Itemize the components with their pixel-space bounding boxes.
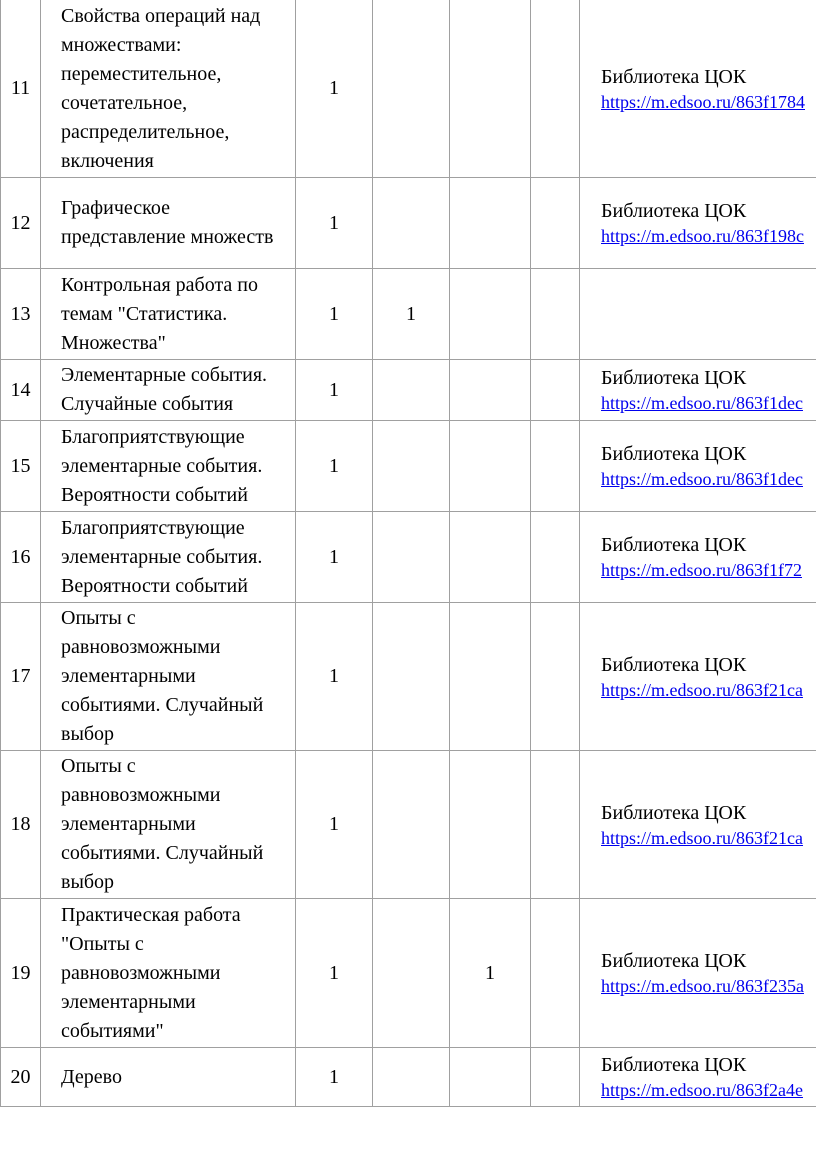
resource-label: Библиотека ЦОК — [601, 801, 747, 824]
lesson-topic: Контрольная работа по темам "Статистика. Множества" — [41, 269, 296, 360]
resource-cell — [580, 512, 816, 603]
resource-cell — [580, 178, 816, 269]
control-work-hours — [373, 899, 450, 1048]
table-row — [1, 751, 816, 899]
lesson-topic: Практическая работа "Опыты с равновозможными элементарными событиями" — [41, 899, 296, 1048]
hours-total: 1 — [296, 269, 373, 360]
practical-work-hours — [450, 421, 531, 512]
resource-link[interactable]: https://m.edsoo.ru/863f198c — [601, 226, 804, 246]
resource-link[interactable]: https://m.edsoo.ru/863f235a — [601, 976, 804, 996]
resource-cell — [580, 1048, 816, 1107]
resource-link[interactable]: https://m.edsoo.ru/863f1dec — [601, 393, 803, 413]
control-work-hours — [373, 0, 450, 178]
practical-work-hours — [450, 360, 531, 421]
practical-work-hours: 1 — [450, 899, 531, 1048]
practical-work-hours — [450, 269, 531, 360]
control-work-hours — [373, 1048, 450, 1107]
row-number: 15 — [1, 421, 41, 512]
control-work-hours — [373, 360, 450, 421]
hours-total: 1 — [296, 178, 373, 269]
resource-label: Библиотека ЦОК — [601, 443, 747, 465]
practical-work-hours — [450, 1048, 531, 1107]
practical-work-hours — [450, 603, 531, 751]
row-number: 11 — [1, 0, 41, 178]
practical-work-hours — [450, 512, 531, 603]
table-row — [1, 0, 816, 178]
lesson-topic: Благоприятствующие элементарные события. Вероятности событий — [41, 421, 296, 512]
resource-label: Библиотека ЦОК — [601, 367, 747, 389]
lesson-topic: Свойства операций над множествами: переместительное, сочетательное, распределительное, включения — [41, 0, 296, 178]
resource-cell — [580, 603, 816, 751]
date-cell — [531, 1048, 580, 1107]
hours-total: 1 — [296, 360, 373, 421]
date-cell — [531, 899, 580, 1048]
row-number: 14 — [1, 360, 41, 421]
date-cell — [531, 421, 580, 512]
hours-total: 1 — [296, 512, 373, 603]
resource-cell — [580, 899, 816, 1048]
table-row — [1, 269, 816, 360]
control-work-hours: 1 — [373, 269, 450, 360]
table-row — [1, 360, 816, 421]
resource-label: Библиотека ЦОК — [601, 1054, 747, 1076]
hours-total: 1 — [296, 751, 373, 899]
table-row — [1, 178, 816, 269]
date-cell — [531, 512, 580, 603]
resource-link[interactable]: https://m.edsoo.ru/863f1784 — [601, 91, 805, 112]
table-row — [1, 512, 816, 603]
resource-link[interactable]: https://m.edsoo.ru/863f2a4e — [601, 1080, 803, 1100]
control-work-hours — [373, 603, 450, 751]
resource-cell — [580, 751, 816, 899]
practical-work-hours — [450, 0, 531, 178]
practical-work-hours — [450, 751, 531, 899]
practical-work-hours — [450, 178, 531, 269]
row-number: 12 — [1, 178, 41, 269]
hours-total: 1 — [296, 603, 373, 751]
resource-link[interactable]: https://m.edsoo.ru/863f21ca — [601, 679, 803, 700]
hours-total: 1 — [296, 421, 373, 512]
control-work-hours — [373, 512, 450, 603]
resource-label: Библиотека ЦОК — [601, 653, 747, 676]
lesson-topic: Графическое представление множеств — [41, 178, 296, 269]
resource-label: Библиотека ЦОК — [601, 200, 747, 222]
table-row — [1, 1048, 816, 1107]
resource-label: Библиотека ЦОК — [601, 534, 747, 556]
resource-cell — [580, 269, 816, 360]
resource-cell — [580, 360, 816, 421]
control-work-hours — [373, 421, 450, 512]
lesson-topic: Опыты с равновозможными элементарными событиями. Случайный выбор — [41, 751, 296, 899]
hours-total: 1 — [296, 899, 373, 1048]
hours-total: 1 — [296, 0, 373, 178]
control-work-hours — [373, 751, 450, 899]
date-cell — [531, 178, 580, 269]
row-number: 13 — [1, 269, 41, 360]
resource-link[interactable]: https://m.edsoo.ru/863f1dec — [601, 469, 803, 489]
control-work-hours — [373, 178, 450, 269]
date-cell — [531, 360, 580, 421]
lesson-topic: Опыты с равновозможными элементарными событиями. Случайный выбор — [41, 603, 296, 751]
row-number: 18 — [1, 751, 41, 899]
hours-total: 1 — [296, 1048, 373, 1107]
row-number: 20 — [1, 1048, 41, 1107]
row-number: 16 — [1, 512, 41, 603]
resource-label: Библиотека ЦОК — [601, 950, 747, 972]
table-row — [1, 603, 816, 751]
lesson-topic: Дерево — [41, 1048, 296, 1107]
date-cell — [531, 603, 580, 751]
row-number: 17 — [1, 603, 41, 751]
date-cell — [531, 751, 580, 899]
row-number: 19 — [1, 899, 41, 1048]
lesson-topic: Элементарные события. Случайные события — [41, 360, 296, 421]
table-row — [1, 899, 816, 1048]
resource-link[interactable]: https://m.edsoo.ru/863f1f72 — [601, 560, 802, 580]
resource-link[interactable]: https://m.edsoo.ru/863f21ca — [601, 827, 803, 848]
table-row — [1, 421, 816, 512]
date-cell — [531, 0, 580, 178]
date-cell — [531, 269, 580, 360]
resource-cell — [580, 421, 816, 512]
resource-cell — [580, 0, 816, 178]
resource-label: Библиотека ЦОК — [601, 65, 747, 88]
lesson-topic: Благоприятствующие элементарные события. Вероятности событий — [41, 512, 296, 603]
